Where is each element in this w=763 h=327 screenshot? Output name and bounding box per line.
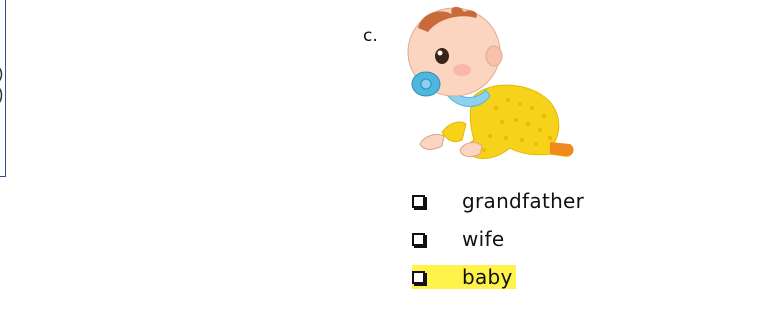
partial-image-icon bbox=[0, 62, 6, 108]
option-letter: c. bbox=[363, 26, 378, 46]
baby-crawling-icon bbox=[400, 4, 576, 164]
option-wife[interactable] bbox=[412, 220, 584, 258]
option-label: wife bbox=[462, 227, 505, 251]
checkbox-icon[interactable] bbox=[412, 271, 425, 284]
checkbox-icon[interactable] bbox=[412, 233, 425, 246]
option-label: grandfather bbox=[462, 189, 585, 213]
option-label: baby bbox=[462, 265, 513, 289]
answer-options bbox=[412, 182, 584, 296]
option-grandfather[interactable] bbox=[412, 182, 584, 220]
option-baby[interactable] bbox=[412, 258, 584, 296]
checkbox-icon[interactable] bbox=[412, 195, 425, 208]
